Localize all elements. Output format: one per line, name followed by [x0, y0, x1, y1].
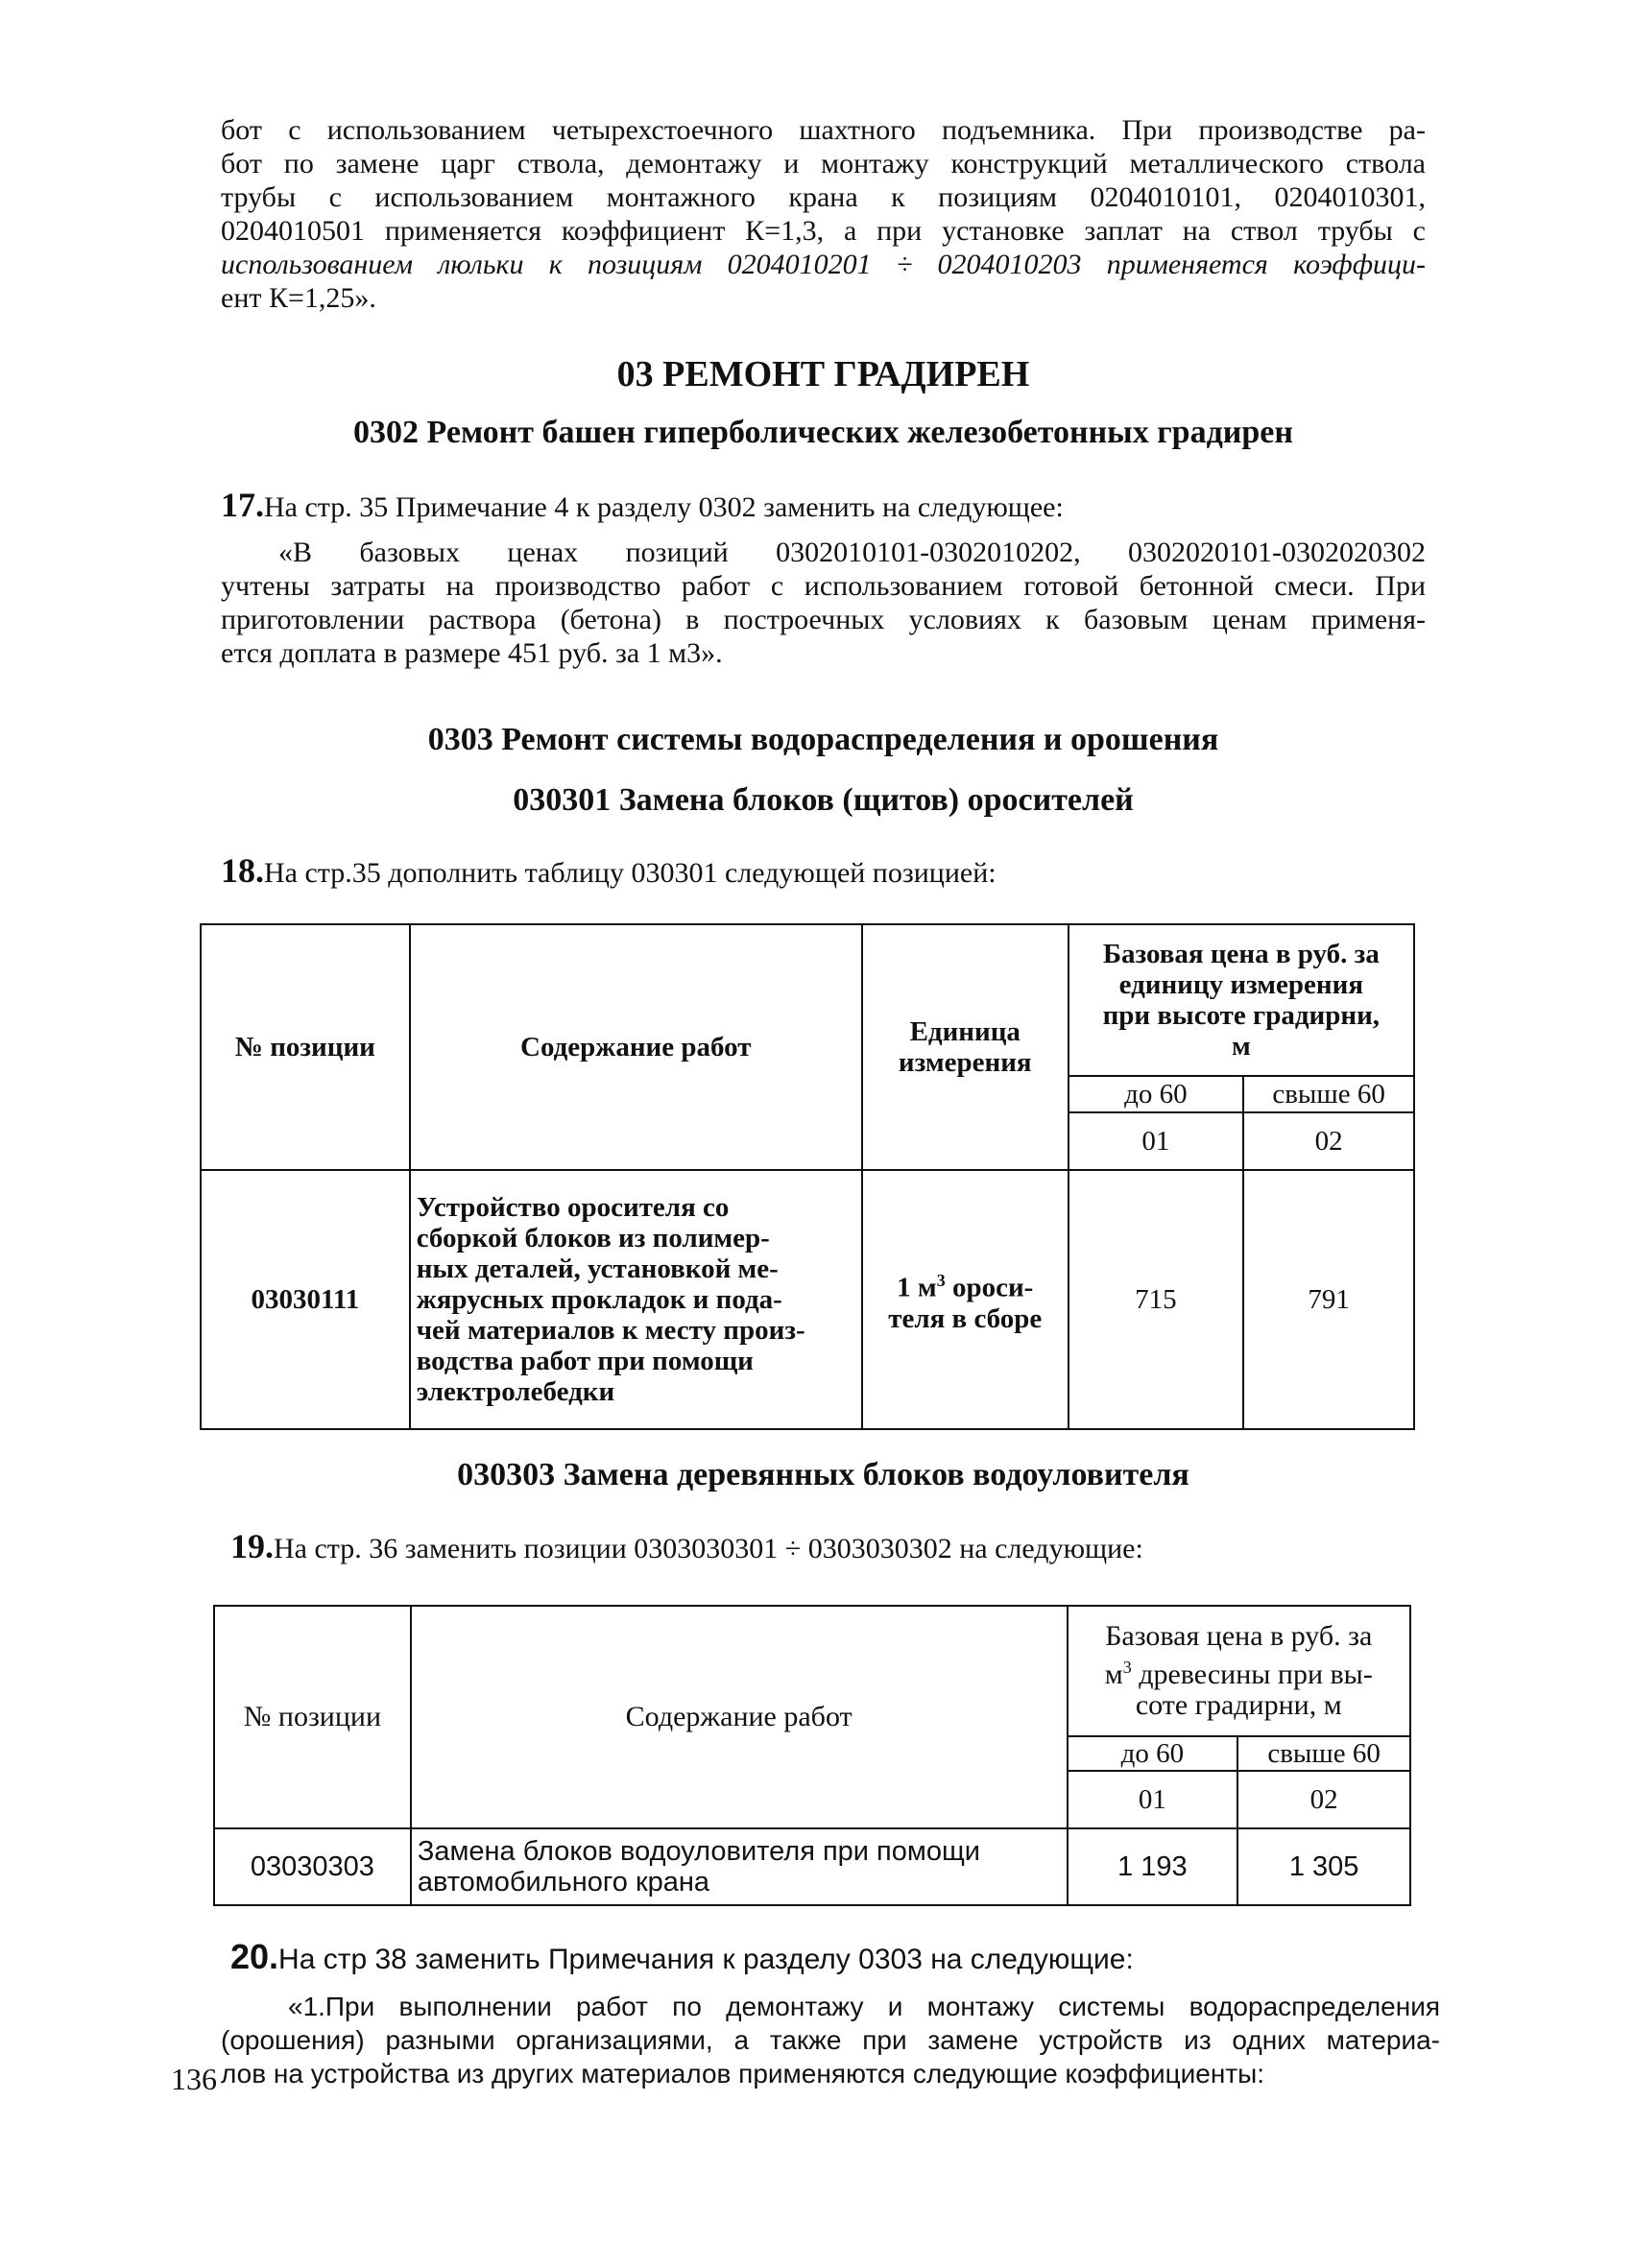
- item-17-quote: [221, 536, 1426, 670]
- item-19-number: 19.: [230, 1527, 274, 1565]
- item-18: [221, 850, 1426, 891]
- item-17-number: 17.: [221, 486, 264, 524]
- section-0303-heading: 0303 Ремонт системы водораспределения и орошения: [427, 722, 1219, 757]
- item-19: [230, 1526, 1435, 1566]
- page-number: 136: [171, 2062, 217, 2096]
- table1-header-content: Содержание работ: [410, 924, 862, 1170]
- table2-header-price: Базовая цена в руб. за $м^3$ древесины при вы- соте градирни, м: [1068, 1606, 1410, 1736]
- table2-row-value-02: 1 305: [1237, 1828, 1410, 1905]
- table-row: [201, 1170, 1414, 1429]
- table1-row-position: 03030111: [201, 1170, 410, 1429]
- table2-header-col01: 01: [1068, 1771, 1238, 1828]
- table2-header-position: № позиции: [214, 1606, 411, 1828]
- item-20-number: 20.: [230, 1937, 279, 1976]
- intro-line-5: использованием люльки к позициям 0204010201 ÷ 0204010203 применяется коэффици-: [221, 249, 1426, 280]
- table1-row-content: Устройство оросителя со сборкой блоков из полимер- ных деталей, установкой ме- жярусных прокладок и пода- чей материалов к месту произ- водства работ при помощи электролебедки: [410, 1170, 862, 1429]
- item-18-number: 18.: [221, 851, 264, 890]
- intro-line-2: бот по замене царг ствола, демонтажу и монтажу конструкций металлического ствола: [221, 148, 1426, 179]
- table2-row-value-01: 1 193: [1068, 1828, 1238, 1905]
- table1-header-price: Базовая цена в руб. за единицу измерения при высоте градирни, м: [1069, 924, 1414, 1076]
- table1-header-col02: 02: [1243, 1112, 1414, 1170]
- table1-row-value-01: 715: [1069, 1170, 1244, 1429]
- item-17-quote-line-4: ется доплата в размере 451 руб. за 1 м3».: [221, 637, 723, 669]
- item-20: [230, 1937, 1435, 1977]
- section-03-heading: 03 РЕМОНТ ГРАДИРЕН: [616, 354, 1030, 394]
- table1-header-position: № позиции: [201, 924, 410, 1170]
- table2-header-col02: 02: [1237, 1771, 1410, 1828]
- intro-line-1: бот с использованием четырехстоечного шахтного подъемника. При производстве ра-: [221, 114, 1426, 146]
- section-0302-heading: 0302 Ремонт башен гиперболических железобетонных градирен: [353, 415, 1293, 450]
- item-20-text: На стр 38 заменить Примечания к разделу 0303 на следующие:: [278, 1944, 1134, 1975]
- item-17: [221, 485, 1426, 525]
- table-030301: [200, 923, 1415, 1430]
- item-18-text: На стр.35 дополнить таблицу 030301 следующей позицией:: [264, 857, 997, 889]
- item-17-quote-line-1: «В базовых ценах позиций 0302010101-0302010202, 0302020101-0302020302: [278, 537, 1426, 568]
- table2-header-to60: до 60: [1068, 1736, 1238, 1771]
- table1-header-unit: Единица измерения: [862, 924, 1069, 1170]
- item-20-quote-line-1: «1.При выполнении работ по демонтажу и монтажу системы водораспределения: [288, 1992, 1440, 2021]
- item-19-text: На стр. 36 заменить позиции 0303030301 ÷ 0303030302 на следующие:: [274, 1533, 1143, 1564]
- table2-row-content: Замена блоков водоуловителя при помощи автомобильного крана: [411, 1828, 1068, 1905]
- item-20-quote-line-2: (орошения) разными организациями, а также при замене устройств из одних материа-: [221, 2025, 1440, 2055]
- item-20-quote-line-3: лов на устройства из других материалов применяются следующие коэффициенты:: [221, 2059, 1265, 2089]
- item-20-quote: [221, 1990, 1440, 2090]
- table1-header-over60: свыше 60: [1243, 1076, 1414, 1112]
- table1-row-unit: 1 $м^3$ ороси- теля в сборе: [862, 1170, 1069, 1429]
- section-030303-heading: 030303 Замена деревянных блоков водоуловителя: [457, 1457, 1189, 1492]
- table2-header-content: Содержание работ: [411, 1606, 1068, 1828]
- table1-header-to60: до 60: [1069, 1076, 1244, 1112]
- table1-row-value-02: 791: [1243, 1170, 1414, 1429]
- intro-paragraph: [221, 113, 1426, 315]
- intro-line-6: ент К=1,25».: [221, 282, 376, 314]
- intro-line-4: 0204010501 применяется коэффициент К=1,3, а при установке заплат на ствол трубы с: [221, 215, 1426, 247]
- table-030303: [213, 1605, 1411, 1906]
- table1-header-col01: 01: [1069, 1112, 1244, 1170]
- table2-header-over60: свыше 60: [1237, 1736, 1410, 1771]
- table-row: [214, 1828, 1410, 1905]
- table2-row-position: 03030303: [214, 1828, 411, 1905]
- intro-line-3: трубы с использованием монтажного крана к позициям 0204010101, 0204010301,: [221, 181, 1426, 213]
- item-17-text: На стр. 35 Примечание 4 к разделу 0302 заменить на следующее:: [264, 491, 1064, 523]
- item-17-quote-line-2: учтены затраты на производство работ с использованием готовой бетонной смеси. При: [221, 570, 1426, 602]
- item-17-quote-line-3: приготовлении раствора (бетона) в построечных условиях к базовым ценам применя-: [221, 604, 1426, 635]
- section-030301-heading: 030301 Замена блоков (щитов) оросителей: [513, 782, 1134, 818]
